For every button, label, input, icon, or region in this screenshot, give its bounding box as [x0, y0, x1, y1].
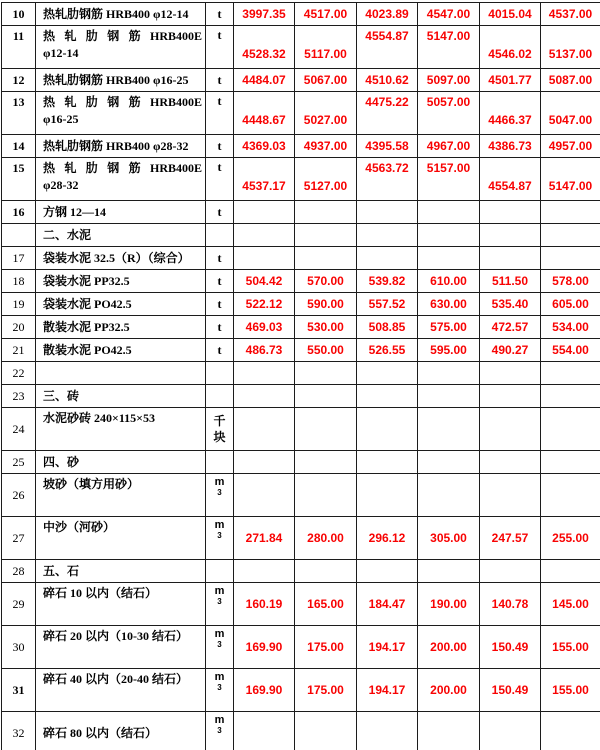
- material-name-cell: [36, 339, 206, 362]
- price-cell: 4563.72: [357, 158, 418, 201]
- row-number-cell: 21: [2, 339, 36, 362]
- price-cell: 5157.00: [418, 158, 480, 201]
- price-cell: 4475.22: [357, 92, 418, 135]
- price-cell: 522.12: [234, 293, 295, 316]
- material-name-cell: [36, 408, 206, 451]
- material-name-text: 四、砂: [43, 454, 80, 469]
- row-number-cell: 17: [2, 247, 36, 270]
- price-cell: 590.00: [295, 293, 357, 316]
- price-cell: 150.49: [480, 626, 541, 669]
- unit-cell: t: [206, 69, 234, 92]
- price-cell: 184.47: [357, 583, 418, 626]
- material-name-cell: [36, 451, 206, 474]
- row-number-cell: 19: [2, 293, 36, 316]
- price-cell: [480, 247, 541, 270]
- material-name-cell: [36, 224, 206, 247]
- material-name-text: 中沙（河砂）: [43, 520, 116, 534]
- price-cell: 578.00: [541, 270, 600, 293]
- material-name-text: 热轧肋钢筋 HRB400 φ16-25: [43, 72, 189, 87]
- table-row: [2, 339, 600, 362]
- price-cell: 4369.03: [234, 135, 295, 158]
- material-name-cell: [36, 158, 206, 201]
- price-cell: 165.00: [295, 583, 357, 626]
- material-name-cell: [36, 135, 206, 158]
- price-cell: [295, 201, 357, 224]
- price-cell: [541, 224, 600, 247]
- price-cell: 190.00: [418, 583, 480, 626]
- table-row: [2, 408, 600, 451]
- price-cell: 4501.77: [480, 69, 541, 92]
- material-name-text: 袋装水泥 32.5（R）（综合）: [43, 250, 190, 265]
- row-number-cell: 15: [2, 158, 36, 201]
- price-cell: 5147.00: [541, 158, 600, 201]
- price-cell: 5027.00: [295, 92, 357, 135]
- unit-cell: t: [206, 135, 234, 158]
- price-cell: 200.00: [418, 669, 480, 712]
- price-cell: [234, 560, 295, 583]
- table-row: [2, 517, 600, 560]
- unit-cell: [206, 712, 234, 750]
- row-number-cell: 13: [2, 92, 36, 135]
- material-name-text: 坡砂（填方用砂）: [43, 477, 140, 491]
- price-cell: [234, 474, 295, 517]
- price-cell: 511.50: [480, 270, 541, 293]
- row-number-cell: 23: [2, 385, 36, 408]
- material-name-text: 碎石 10 以内（结石）: [43, 586, 158, 600]
- price-cell: 550.00: [295, 339, 357, 362]
- material-name-cell: [36, 626, 206, 669]
- unit-m: m: [214, 476, 225, 488]
- material-name-cell: [36, 385, 206, 408]
- price-cell: 4546.02: [480, 26, 541, 69]
- price-cell: 169.90: [234, 626, 295, 669]
- unit-cell: [206, 474, 234, 517]
- row-number-cell: 30: [2, 626, 36, 669]
- price-table: [1, 2, 600, 750]
- price-cell: 5137.00: [541, 26, 600, 69]
- price-cell: [418, 451, 480, 474]
- table-row: [2, 451, 600, 474]
- price-cell: 486.73: [234, 339, 295, 362]
- unit-cell: t: [206, 158, 234, 201]
- material-name-line1: 热 轧 肋 钢 筋 HRB400E: [43, 29, 202, 43]
- material-name-cell: [36, 293, 206, 316]
- table-row: [2, 69, 600, 92]
- row-number-cell: 32: [2, 712, 36, 750]
- price-cell: 175.00: [295, 626, 357, 669]
- material-name-cell: [36, 669, 206, 712]
- material-name-cell: [36, 69, 206, 92]
- unit-cubed: 3: [217, 640, 222, 649]
- table-row: [2, 293, 600, 316]
- table-row: [2, 270, 600, 293]
- material-name-cell: [36, 316, 206, 339]
- unit-cubed: 3: [217, 531, 222, 540]
- table-row: [2, 712, 600, 750]
- price-cell: 4537.17: [234, 158, 295, 201]
- row-number-cell: 14: [2, 135, 36, 158]
- price-cell: [357, 247, 418, 270]
- price-cell: 150.49: [480, 669, 541, 712]
- material-name-text: 散装水泥 PO42.5: [43, 342, 132, 357]
- price-cell: [418, 362, 480, 385]
- unit-cell: t: [206, 92, 234, 135]
- material-name-cell: [36, 92, 206, 135]
- unit-cell: t: [206, 316, 234, 339]
- price-cell: 630.00: [418, 293, 480, 316]
- row-number-cell: 28: [2, 560, 36, 583]
- material-name-text: 袋装水泥 PP32.5: [43, 273, 130, 288]
- price-cell: [480, 560, 541, 583]
- price-cell: [234, 451, 295, 474]
- table-row: [2, 669, 600, 712]
- price-cell: 526.55: [357, 339, 418, 362]
- price-cell: 5057.00: [418, 92, 480, 135]
- price-cell: [480, 201, 541, 224]
- price-cell: 255.00: [541, 517, 600, 560]
- price-cell: [357, 224, 418, 247]
- unit-cell: t: [206, 201, 234, 224]
- price-cell: [541, 560, 600, 583]
- price-cell: 5087.00: [541, 69, 600, 92]
- table-row: [2, 158, 600, 201]
- material-name-cell: [36, 712, 206, 750]
- price-cell: 3997.35: [234, 3, 295, 26]
- price-cell: 605.00: [541, 293, 600, 316]
- price-cell: [480, 408, 541, 451]
- price-cell: 4386.73: [480, 135, 541, 158]
- unit-cubed: 3: [217, 726, 222, 735]
- price-cell: 4023.89: [357, 3, 418, 26]
- price-cell: [234, 362, 295, 385]
- material-name-text: 热轧肋钢筋 HRB400 φ28-32: [43, 138, 189, 153]
- unit-cell: [206, 517, 234, 560]
- table-row: [2, 135, 600, 158]
- price-cell: 4466.37: [480, 92, 541, 135]
- unit-m: m: [214, 671, 225, 683]
- material-name-cell: [36, 247, 206, 270]
- price-cell: 4015.04: [480, 3, 541, 26]
- price-cell: 305.00: [418, 517, 480, 560]
- price-cell: [541, 385, 600, 408]
- row-number-cell: 10: [2, 3, 36, 26]
- price-cell: [357, 560, 418, 583]
- price-cell: 271.84: [234, 517, 295, 560]
- price-cell: 5097.00: [418, 69, 480, 92]
- price-cell: 4554.87: [357, 26, 418, 69]
- row-number-cell: 16: [2, 201, 36, 224]
- material-name-cell: [36, 474, 206, 517]
- price-cell: 5127.00: [295, 158, 357, 201]
- price-cell: 539.82: [357, 270, 418, 293]
- price-cell: 530.00: [295, 316, 357, 339]
- material-name-cell: [36, 3, 206, 26]
- unit-cubed: 3: [217, 683, 222, 692]
- price-cell: 155.00: [541, 669, 600, 712]
- table-row: [2, 385, 600, 408]
- price-cell: 296.12: [357, 517, 418, 560]
- price-cell: 280.00: [295, 517, 357, 560]
- price-cell: [418, 712, 480, 750]
- price-cell: 194.17: [357, 669, 418, 712]
- price-cell: 4448.67: [234, 92, 295, 135]
- price-cell: 472.57: [480, 316, 541, 339]
- material-name-line2: φ12-14: [43, 46, 79, 60]
- price-cell: [357, 362, 418, 385]
- price-cell: 5147.00: [418, 26, 480, 69]
- price-cell: [234, 201, 295, 224]
- price-cell: [418, 247, 480, 270]
- material-name-text: 碎石 80 以内（结石）: [43, 725, 158, 740]
- table-row: [2, 224, 600, 247]
- price-cell: 610.00: [418, 270, 480, 293]
- price-cell: [295, 451, 357, 474]
- row-number-cell: 18: [2, 270, 36, 293]
- table-row: [2, 362, 600, 385]
- price-cell: [541, 474, 600, 517]
- price-cell: [234, 712, 295, 750]
- row-number-cell: 31: [2, 669, 36, 712]
- price-cell: [295, 560, 357, 583]
- price-cell: 5047.00: [541, 92, 600, 135]
- material-name-cell: [36, 583, 206, 626]
- price-cell: [295, 385, 357, 408]
- unit-m: m: [214, 519, 225, 531]
- price-cell: 508.85: [357, 316, 418, 339]
- price-cell: 575.00: [418, 316, 480, 339]
- row-number-cell: 26: [2, 474, 36, 517]
- material-name-cell: [36, 270, 206, 293]
- row-number-cell: [2, 224, 36, 247]
- unit-m: m: [214, 585, 225, 597]
- price-cell: 5117.00: [295, 26, 357, 69]
- unit-cell: [206, 451, 234, 474]
- table-row: [2, 247, 600, 270]
- unit-cell: t: [206, 270, 234, 293]
- unit-cell: t: [206, 339, 234, 362]
- row-number-cell: 11: [2, 26, 36, 69]
- row-number-cell: 22: [2, 362, 36, 385]
- material-name-text: 袋装水泥 PO42.5: [43, 296, 132, 311]
- material-name-text: 五、石: [43, 563, 80, 578]
- price-cell: 160.19: [234, 583, 295, 626]
- row-number-cell: 12: [2, 69, 36, 92]
- price-cell: 570.00: [295, 270, 357, 293]
- material-name-text: 方钢 12—14: [43, 204, 107, 219]
- material-name-text: 碎石 20 以内（10-30 结石）: [43, 629, 188, 643]
- unit-cell: t: [206, 247, 234, 270]
- price-cell: [541, 408, 600, 451]
- unit-cell: [206, 626, 234, 669]
- unit-cubed: 3: [217, 488, 222, 497]
- row-number-cell: 29: [2, 583, 36, 626]
- price-cell: 4484.07: [234, 69, 295, 92]
- price-cell: [480, 362, 541, 385]
- price-cell: 490.27: [480, 339, 541, 362]
- unit-cell: [206, 583, 234, 626]
- material-name-text: 散装水泥 PP32.5: [43, 319, 130, 334]
- material-name-line2: φ16-25: [43, 112, 79, 126]
- price-cell: [480, 712, 541, 750]
- price-cell: 534.00: [541, 316, 600, 339]
- table-row: [2, 626, 600, 669]
- price-cell: 200.00: [418, 626, 480, 669]
- material-name-text: 碎石 40 以内（20-40 结石）: [43, 672, 188, 686]
- price-cell: [541, 201, 600, 224]
- price-cell: [541, 247, 600, 270]
- table-row: [2, 92, 600, 135]
- unit-cell: t: [206, 26, 234, 69]
- price-cell: 169.90: [234, 669, 295, 712]
- table-row: [2, 316, 600, 339]
- price-cell: 4517.00: [295, 3, 357, 26]
- price-cell: 469.03: [234, 316, 295, 339]
- price-cell: 140.78: [480, 583, 541, 626]
- price-cell: [234, 385, 295, 408]
- price-cell: 4967.00: [418, 135, 480, 158]
- price-cell: 557.52: [357, 293, 418, 316]
- table-row: [2, 201, 600, 224]
- unit-m: m: [214, 628, 225, 640]
- price-cell: [295, 362, 357, 385]
- price-cell: [418, 408, 480, 451]
- row-number-cell: 25: [2, 451, 36, 474]
- price-cell: [357, 451, 418, 474]
- price-cell: 4395.58: [357, 135, 418, 158]
- material-name-cell: [36, 560, 206, 583]
- row-number-cell: 24: [2, 408, 36, 451]
- unit-cell: t: [206, 293, 234, 316]
- unit-cell: [206, 385, 234, 408]
- price-cell: [295, 712, 357, 750]
- material-name-cell: [36, 201, 206, 224]
- price-cell: [357, 408, 418, 451]
- unit-cell: [206, 362, 234, 385]
- price-cell: [418, 560, 480, 583]
- price-cell: [541, 712, 600, 750]
- material-name-cell: [36, 362, 206, 385]
- price-cell: 595.00: [418, 339, 480, 362]
- price-cell: [234, 224, 295, 247]
- price-cell: [480, 451, 541, 474]
- unit-cell: t: [206, 3, 234, 26]
- price-cell: 247.57: [480, 517, 541, 560]
- price-cell: 4510.62: [357, 69, 418, 92]
- price-cell: [480, 385, 541, 408]
- price-cell: [480, 224, 541, 247]
- material-name-line1: 热 轧 肋 钢 筋 HRB400E: [43, 95, 202, 109]
- price-cell: [418, 201, 480, 224]
- price-cell: 4554.87: [480, 158, 541, 201]
- price-cell: [295, 408, 357, 451]
- price-cell: [480, 474, 541, 517]
- row-number-cell: 27: [2, 517, 36, 560]
- price-cell: [234, 247, 295, 270]
- price-cell: 155.00: [541, 626, 600, 669]
- price-cell: [357, 712, 418, 750]
- price-cell: 145.00: [541, 583, 600, 626]
- price-cell: [295, 474, 357, 517]
- material-name-line1: 热 轧 肋 钢 筋 HRB400E: [43, 161, 202, 175]
- material-name-text: 热轧肋钢筋 HRB400 φ12-14: [43, 6, 189, 21]
- table-row: [2, 560, 600, 583]
- row-number-cell: 20: [2, 316, 36, 339]
- price-cell: 504.42: [234, 270, 295, 293]
- price-cell: [418, 224, 480, 247]
- material-name-cell: [36, 26, 206, 69]
- price-cell: 4957.00: [541, 135, 600, 158]
- unit-line2: 块: [213, 430, 226, 444]
- price-cell: [541, 362, 600, 385]
- price-cell: [418, 385, 480, 408]
- table-row: [2, 583, 600, 626]
- price-cell: 535.40: [480, 293, 541, 316]
- unit-cell: [206, 669, 234, 712]
- material-name-line2: φ28-32: [43, 178, 79, 192]
- price-cell: 194.17: [357, 626, 418, 669]
- material-name-cell: [36, 517, 206, 560]
- unit-line1: 千: [213, 414, 226, 428]
- price-cell: [295, 224, 357, 247]
- unit-cell: [206, 224, 234, 247]
- table-row: [2, 3, 600, 26]
- material-name-text: 水泥砂砖 240×115×53: [43, 411, 156, 425]
- price-cell: [234, 408, 295, 451]
- price-cell: [541, 451, 600, 474]
- price-cell: [357, 201, 418, 224]
- price-cell: 4937.00: [295, 135, 357, 158]
- price-cell: [295, 247, 357, 270]
- unit-cell: [206, 560, 234, 583]
- price-cell: 4528.32: [234, 26, 295, 69]
- price-cell: 4547.00: [418, 3, 480, 26]
- price-cell: [357, 385, 418, 408]
- price-cell: 5067.00: [295, 69, 357, 92]
- table-row: [2, 474, 600, 517]
- table-row: [2, 26, 600, 69]
- unit-cell: [206, 408, 234, 451]
- unit-m: m: [214, 714, 225, 726]
- price-cell: 175.00: [295, 669, 357, 712]
- price-cell: 4537.00: [541, 3, 600, 26]
- price-cell: 554.00: [541, 339, 600, 362]
- price-cell: [357, 474, 418, 517]
- material-name-text: 二、水泥: [43, 227, 92, 242]
- material-name-text: 三、砖: [43, 388, 80, 403]
- unit-cubed: 3: [217, 597, 222, 606]
- price-cell: [418, 474, 480, 517]
